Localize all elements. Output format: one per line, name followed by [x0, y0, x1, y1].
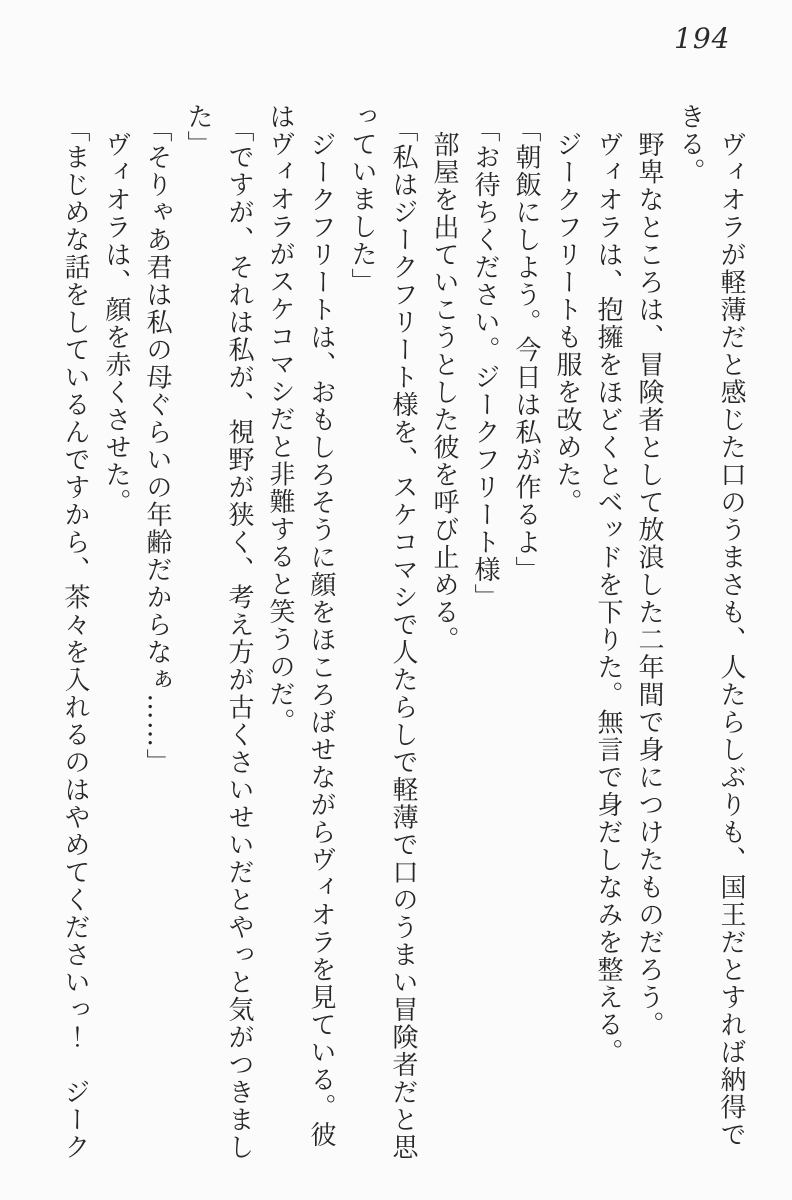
- vertical-text-block: [54, 103, 751, 1178]
- text-line: 「朝飯にしよう。今日は私が作るよ」: [511, 116, 541, 584]
- text-line: きる。: [675, 103, 705, 186]
- page-number: 194: [674, 22, 731, 55]
- text-line: ヴィオラが軽薄だと感じた口のうまさも、人たらしぶりも、国王だとすれば納得で: [716, 131, 746, 1149]
- text-line: 「私はジークフリート様を、スケコマシで人たらしで軽薄で口のうまい冒険者だと思: [388, 116, 418, 1161]
- text-line: 「そりゃあ君は私の母ぐらいの年齢だからなぁ……」: [142, 116, 172, 776]
- text-line: 「まじめな話をしているんですから、茶々を入れるのはやめてくださいっ！ ジーク: [60, 116, 90, 1161]
- text-line: 「ですが、それは私が、視野が狭く、考え方が古くさいせいだとやっと気がつきまし: [224, 116, 254, 1161]
- text-line: 野卑なところは、冒険者として放浪した二年間で身につけたものだろう。: [634, 131, 664, 1039]
- text-line: ヴィオラは、抱擁をほどくとベッドを下りた。無言で身だしなみを整える。: [593, 131, 623, 1066]
- text-line: 部屋を出ていこうとした彼を呼び止める。: [429, 131, 459, 654]
- text-line: っていました」: [347, 103, 377, 296]
- text-line: 「お待ちください。ジークフリート様」: [470, 116, 500, 611]
- text-line: はヴィオラがスケコマシだと非難すると笑うのだ。: [265, 103, 295, 736]
- text-line: た」: [183, 103, 213, 158]
- text-line: ジークフリートも服を改めた。: [552, 131, 582, 516]
- text-line: ヴィオラは、顔を赤くさせた。: [101, 131, 131, 516]
- text-line: ジークフリートは、おもしろそうに顔をほころばせながらヴィオラを見ている。彼: [306, 131, 336, 1149]
